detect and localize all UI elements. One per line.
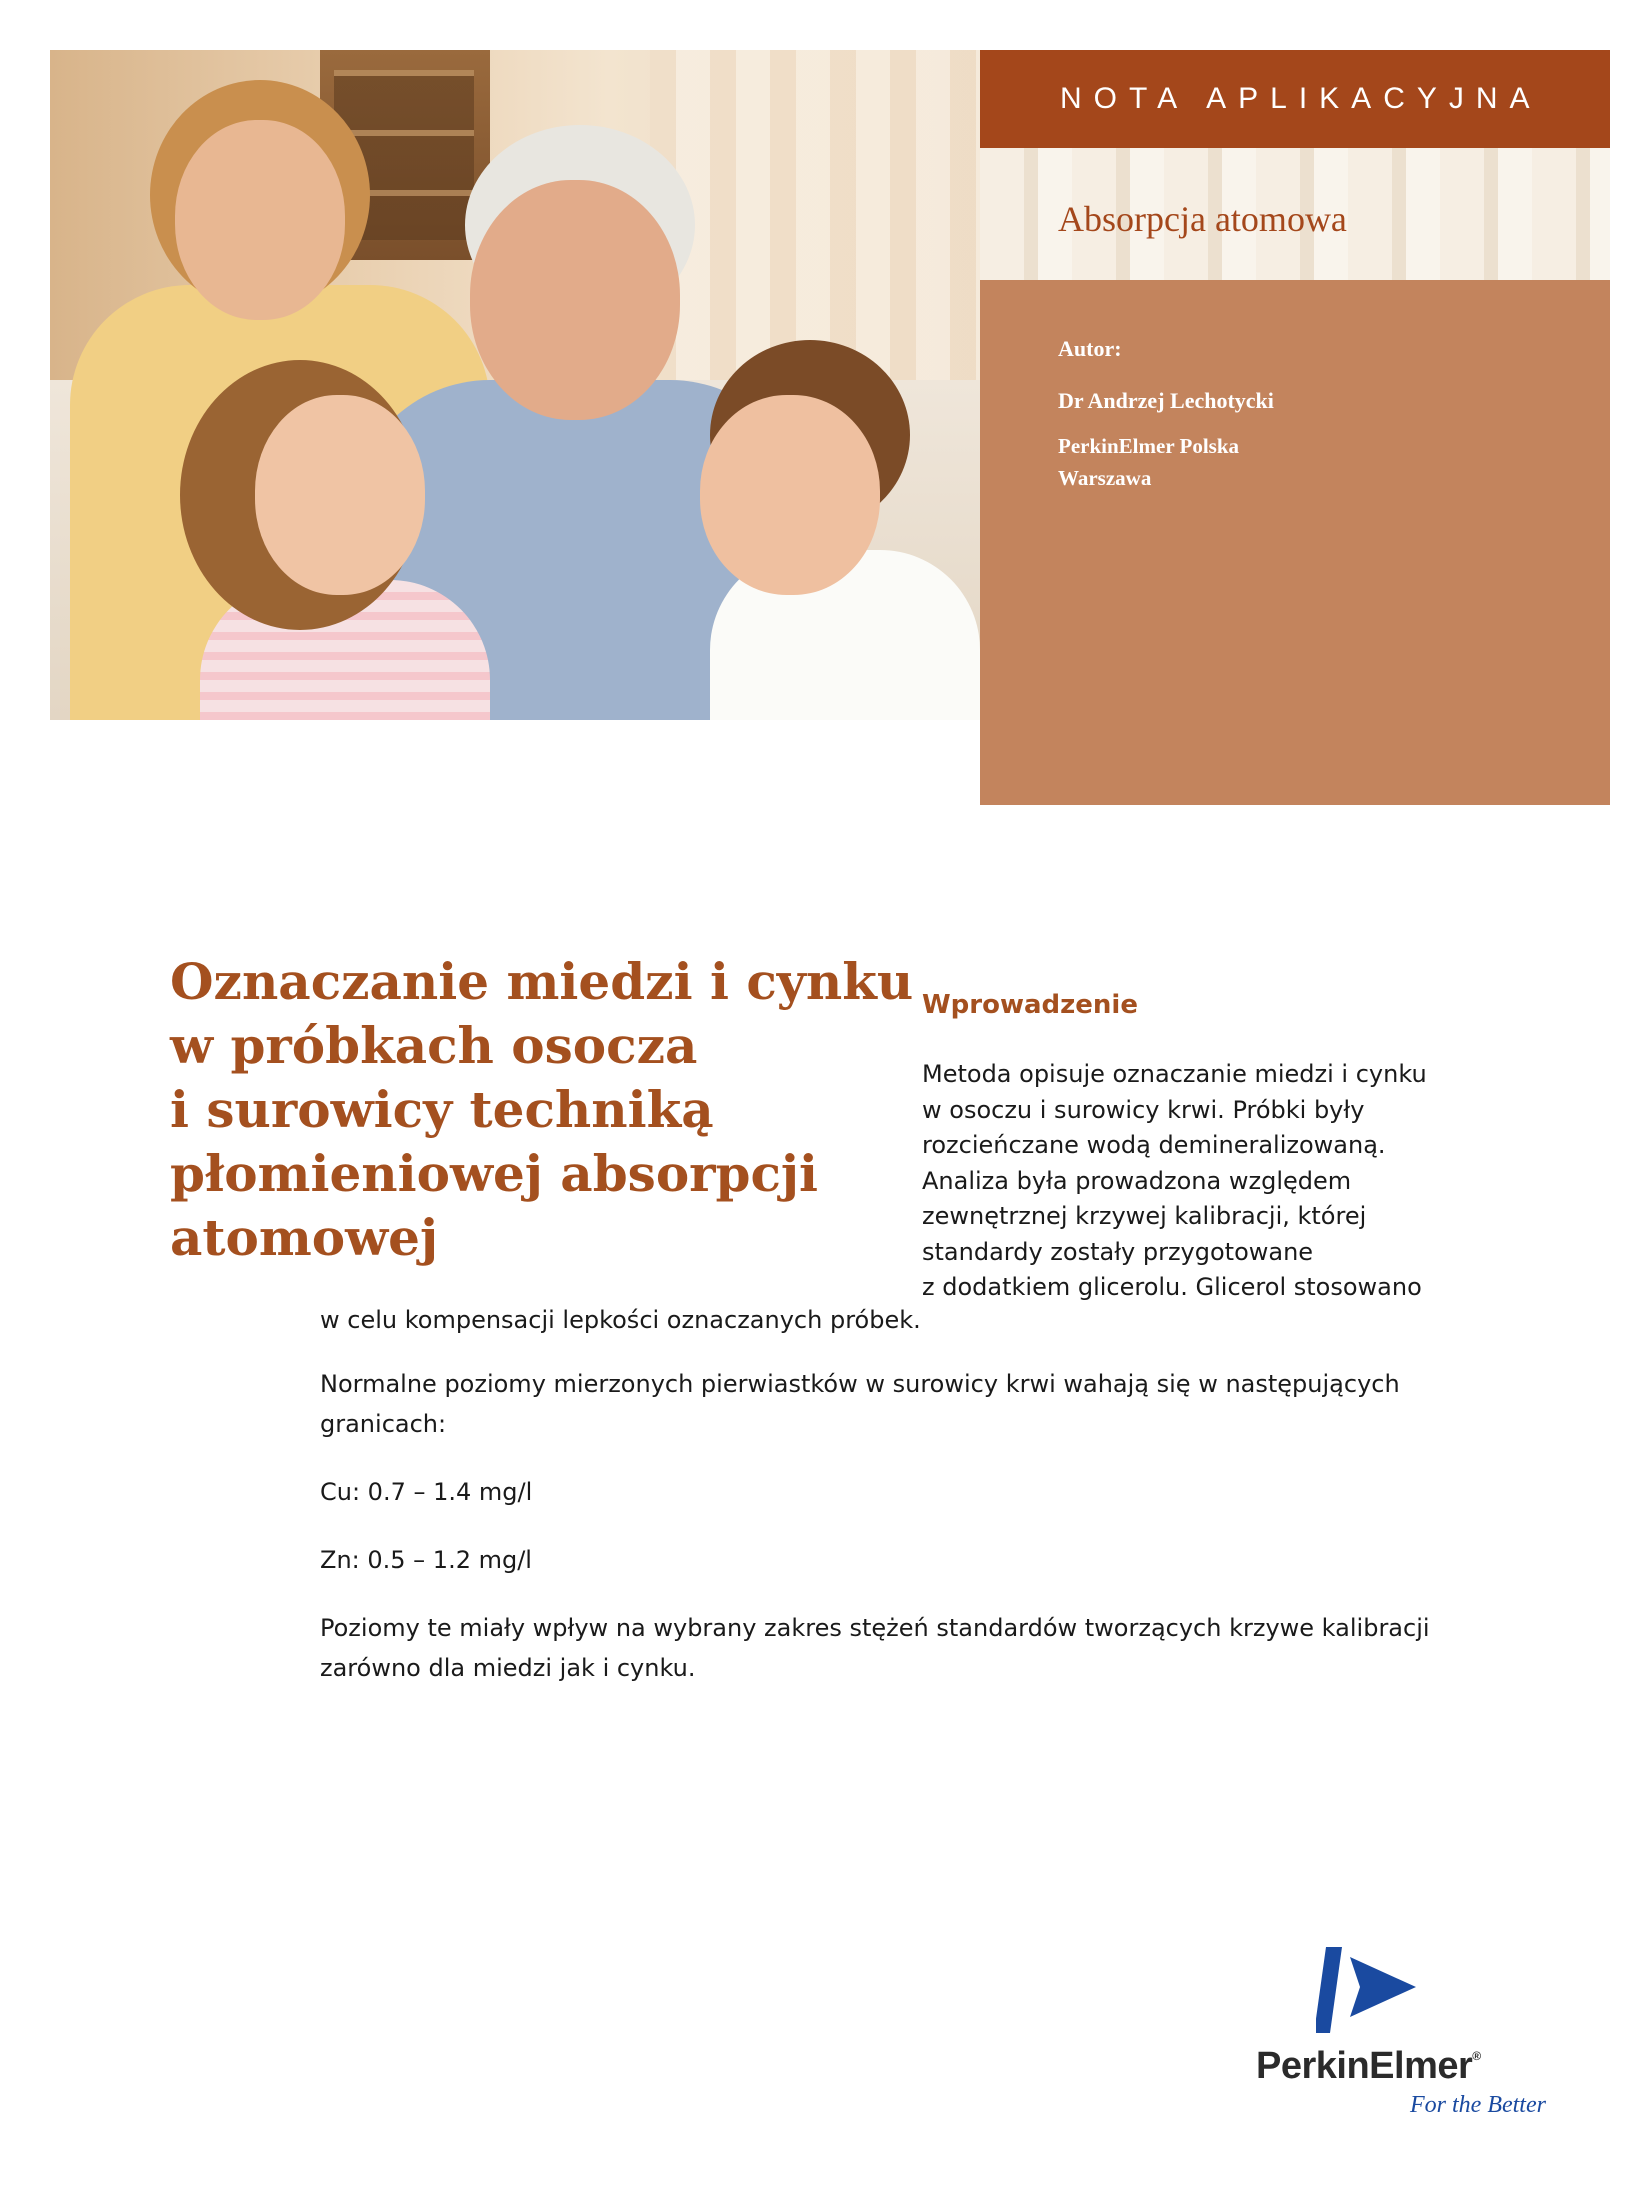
logo-brand: PerkinElmer <box>1256 2045 1473 2087</box>
intro-line: standardy zostały przygotowane <box>922 1237 1314 1266</box>
intro-line: Analiza była prowadzona względem <box>922 1166 1352 1195</box>
note-type-banner: NOTA APLIKACYJNA <box>980 50 1610 148</box>
category-label: Absorpcja atomowa <box>1058 199 1347 239</box>
title-line: atomowej <box>170 1208 439 1267</box>
grandmother-face <box>175 120 345 320</box>
levels-intro: Normalne poziomy mierzonych pierwiastków w surowicy krwi wahają się w następujących granicach: <box>320 1370 1400 1438</box>
perkinelmer-p-icon <box>1316 1945 1436 2035</box>
author-organization: PerkinElmer Polska <box>1058 434 1240 458</box>
title-line: Oznaczanie miedzi i cynku <box>170 952 914 1011</box>
title-line: i surowicy techniką <box>170 1080 714 1139</box>
grandfather-face <box>470 180 680 420</box>
logo-tagline: For the Better <box>1410 2092 1546 2118</box>
zn-range: Zn: 0.5 – 1.2 mg/l <box>320 1546 532 1574</box>
author-box <box>980 280 1610 805</box>
intro-line: w osoczu i surowicy krwi. Próbki były <box>922 1095 1365 1124</box>
page-title <box>170 950 914 1270</box>
title-line: w próbkach osocza <box>170 1016 698 1075</box>
conclusion: Poziomy te miały wpływ na wybrany zakres stężeń standardów tworzących krzywe kalibracji zarówno dla miedzi jak i cynku. <box>320 1614 1430 1682</box>
hero-photo <box>50 50 980 720</box>
body-text <box>320 1300 1530 1716</box>
author-city: Warszawa <box>1058 466 1152 490</box>
intro-line: zewnętrznej krzywej kalibracji, której <box>922 1202 1367 1230</box>
intro-heading: Wprowadzenie <box>922 990 1138 1020</box>
boy-face <box>700 395 880 595</box>
cu-range: Cu: 0.7 – 1.4 mg/l <box>320 1478 533 1506</box>
girl-face <box>255 395 425 595</box>
title-line: płomieniowej absorpcji <box>170 1144 818 1203</box>
logo-wordmark <box>1256 2045 1481 2088</box>
author-label: Autor: <box>1058 336 1122 361</box>
intro-line: z dodatkiem glicerolu. Glicerol stosowano <box>922 1273 1422 1301</box>
perkinelmer-logo <box>1250 1945 1570 2125</box>
intro-continuation: w celu kompensacji lepkości oznaczanych próbek. <box>320 1306 921 1334</box>
intro-line: rozcieńczane wodą demineralizowaną. <box>922 1131 1386 1159</box>
logo-trademark: ® <box>1472 2049 1481 2063</box>
intro-paragraph <box>922 1057 1542 1306</box>
category-band <box>980 148 1610 280</box>
author-name: Dr Andrzej Lechotycki <box>1058 388 1274 413</box>
intro-line: Metoda opisuje oznaczanie miedzi i cynku <box>922 1060 1427 1088</box>
